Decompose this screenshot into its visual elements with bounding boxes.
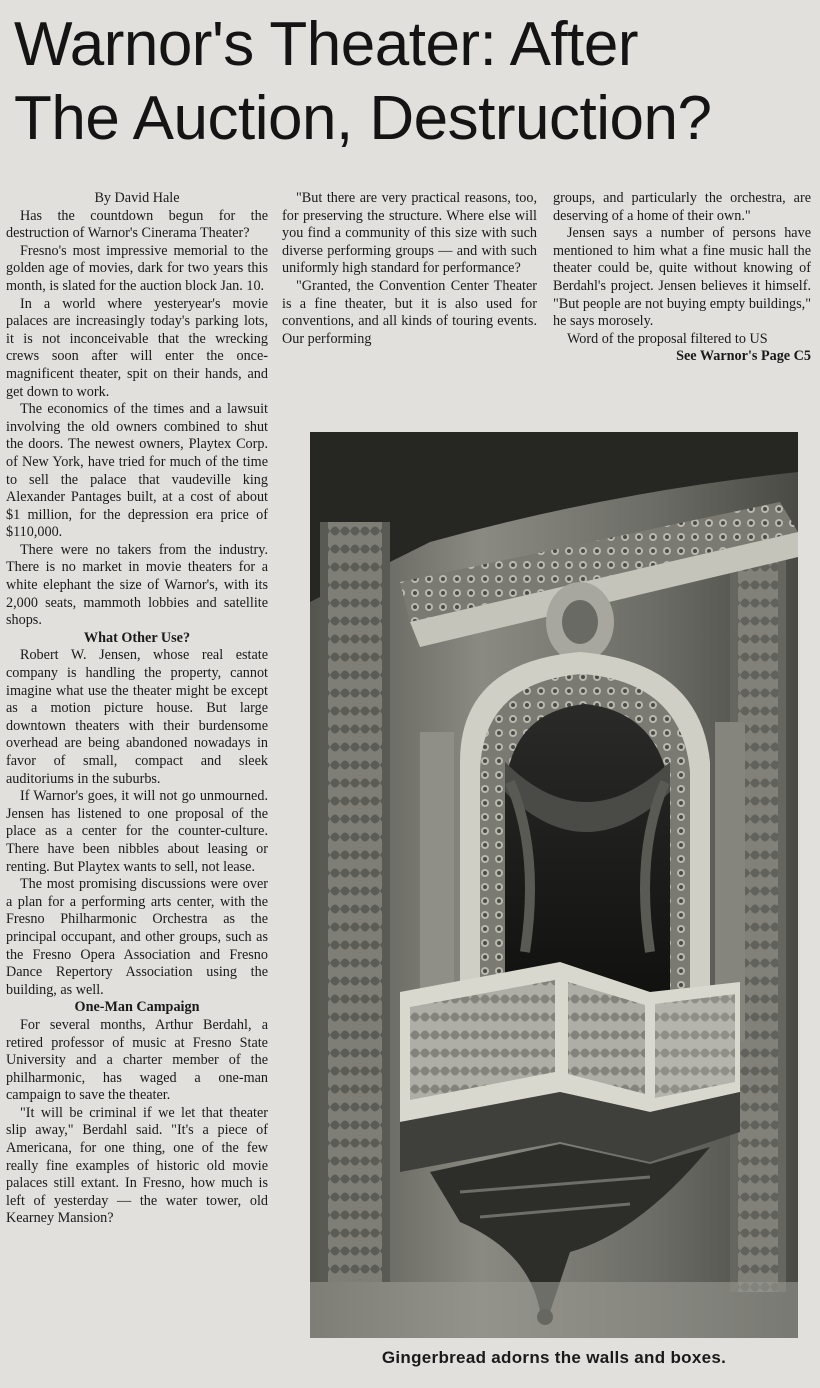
article-column-2: [282, 190, 537, 348]
paragraph: There were no takers from the industry. There is no market in movie theaters for a white elephant the size of Warnor's, with its 2,000 seats, mammoth lobbies and satellite shops.: [6, 541, 268, 629]
paragraph: Fresno's most impressive memorial to the golden age of movies, dark for two years this month, is slated for the auction block Jan. 10.: [6, 242, 268, 294]
theater-balcony-photo: [310, 432, 798, 1338]
paragraph: Has the countdown begun for the destruction of Warnor's Cinerama Theater?: [6, 207, 268, 242]
paragraph: "It will be criminal if we let that theater slip away," Berdahl said. "It's a piece of Americana, for one thing, one of the few really fine examples of historic old movie palaces still extant. In Fresno, how much is left of yesterday — the water tower, old Kearney Mansion?: [6, 1104, 268, 1227]
photo-caption: Gingerbread adorns the walls and boxes.: [381, 1348, 727, 1367]
paragraph: The economics of the times and a lawsuit involving the old owners combined to shut the doors. The newest owners, Playtex Corp. of New York, have tried for much of the time to sell the palace that vaudeville king Alexander Pantages built, at a cost of about $1 million, for the depression era price of $110,000.: [6, 401, 268, 541]
paragraph: Robert W. Jensen, whose real estate company is handling the property, cannot imagine what use the theater might be except as a motion picture house. But large downtown theaters with their burdensome overhead are being abandoned nowadays in favor of small, compact and sleek auditoriums in the suburbs.: [6, 647, 268, 787]
headline-line-2: The Auction, Destruction?: [14, 84, 712, 153]
byline: By David Hale: [94, 190, 180, 206]
paragraph: Word of the proposal filtered to US: [567, 330, 768, 347]
article-column-1: [6, 190, 268, 1228]
paragraph: Jensen says a number of persons have mentioned to him what a fine music hall the theater could be, quite without knowing of Berdahl's project. Jensen believes it himself. "But people are not buying empty buildings," he says morosely.: [553, 225, 811, 330]
paragraph: In a world where yesteryear's movie palaces are increasingly today's parking lots, it is not inconceivable that the wrecking crews soon after will enter the once-magnificent theater, spit on their hands, and get down to work.: [6, 295, 268, 400]
paragraph: For several months, Arthur Berdahl, a retired professor of music at Fresno State University and a charter member of the philharmonic, has waged a one-man campaign to save the theater.: [6, 1016, 268, 1104]
paragraph: The most promising discussions were over a plan for a performing arts center, with the Fresno Philharmonic Orchestra as the principal occupant, and other groups, such as the Fresno Opera Association and Fresno Dance Repertory Association using the building, as well.: [6, 876, 268, 998]
headline: [14, 8, 814, 156]
paragraph: If Warnor's goes, it will not go unmourned. Jensen has listened to one proposal of the place as a center for the counter-culture. There have been nibbles about leasing or renting. But Playtex wants to sell, not lease.: [6, 788, 268, 875]
jump-line: See Warnor's Page C5: [676, 348, 811, 365]
paragraph: "Granted, the Convention Center Theater is a fine theater, but it is also used for conventions, and all kinds of touring events. Our performing: [282, 277, 537, 347]
paragraph: "But there are very practical reasons, too, for preserving the structure. Where else will you find a community of this size with such diverse performing groups — and with such uniformly high standard for performance?: [282, 190, 537, 277]
paragraph: groups, and particularly the orchestra, are deserving of a home of their own.": [553, 190, 811, 224]
article-column-3: [553, 190, 811, 366]
headline-line-1: Warnor's Theater: After: [14, 10, 639, 79]
subhead-one-man-campaign: One-Man Campaign: [74, 999, 200, 1016]
subhead-what-other-use: What Other Use?: [83, 629, 191, 646]
